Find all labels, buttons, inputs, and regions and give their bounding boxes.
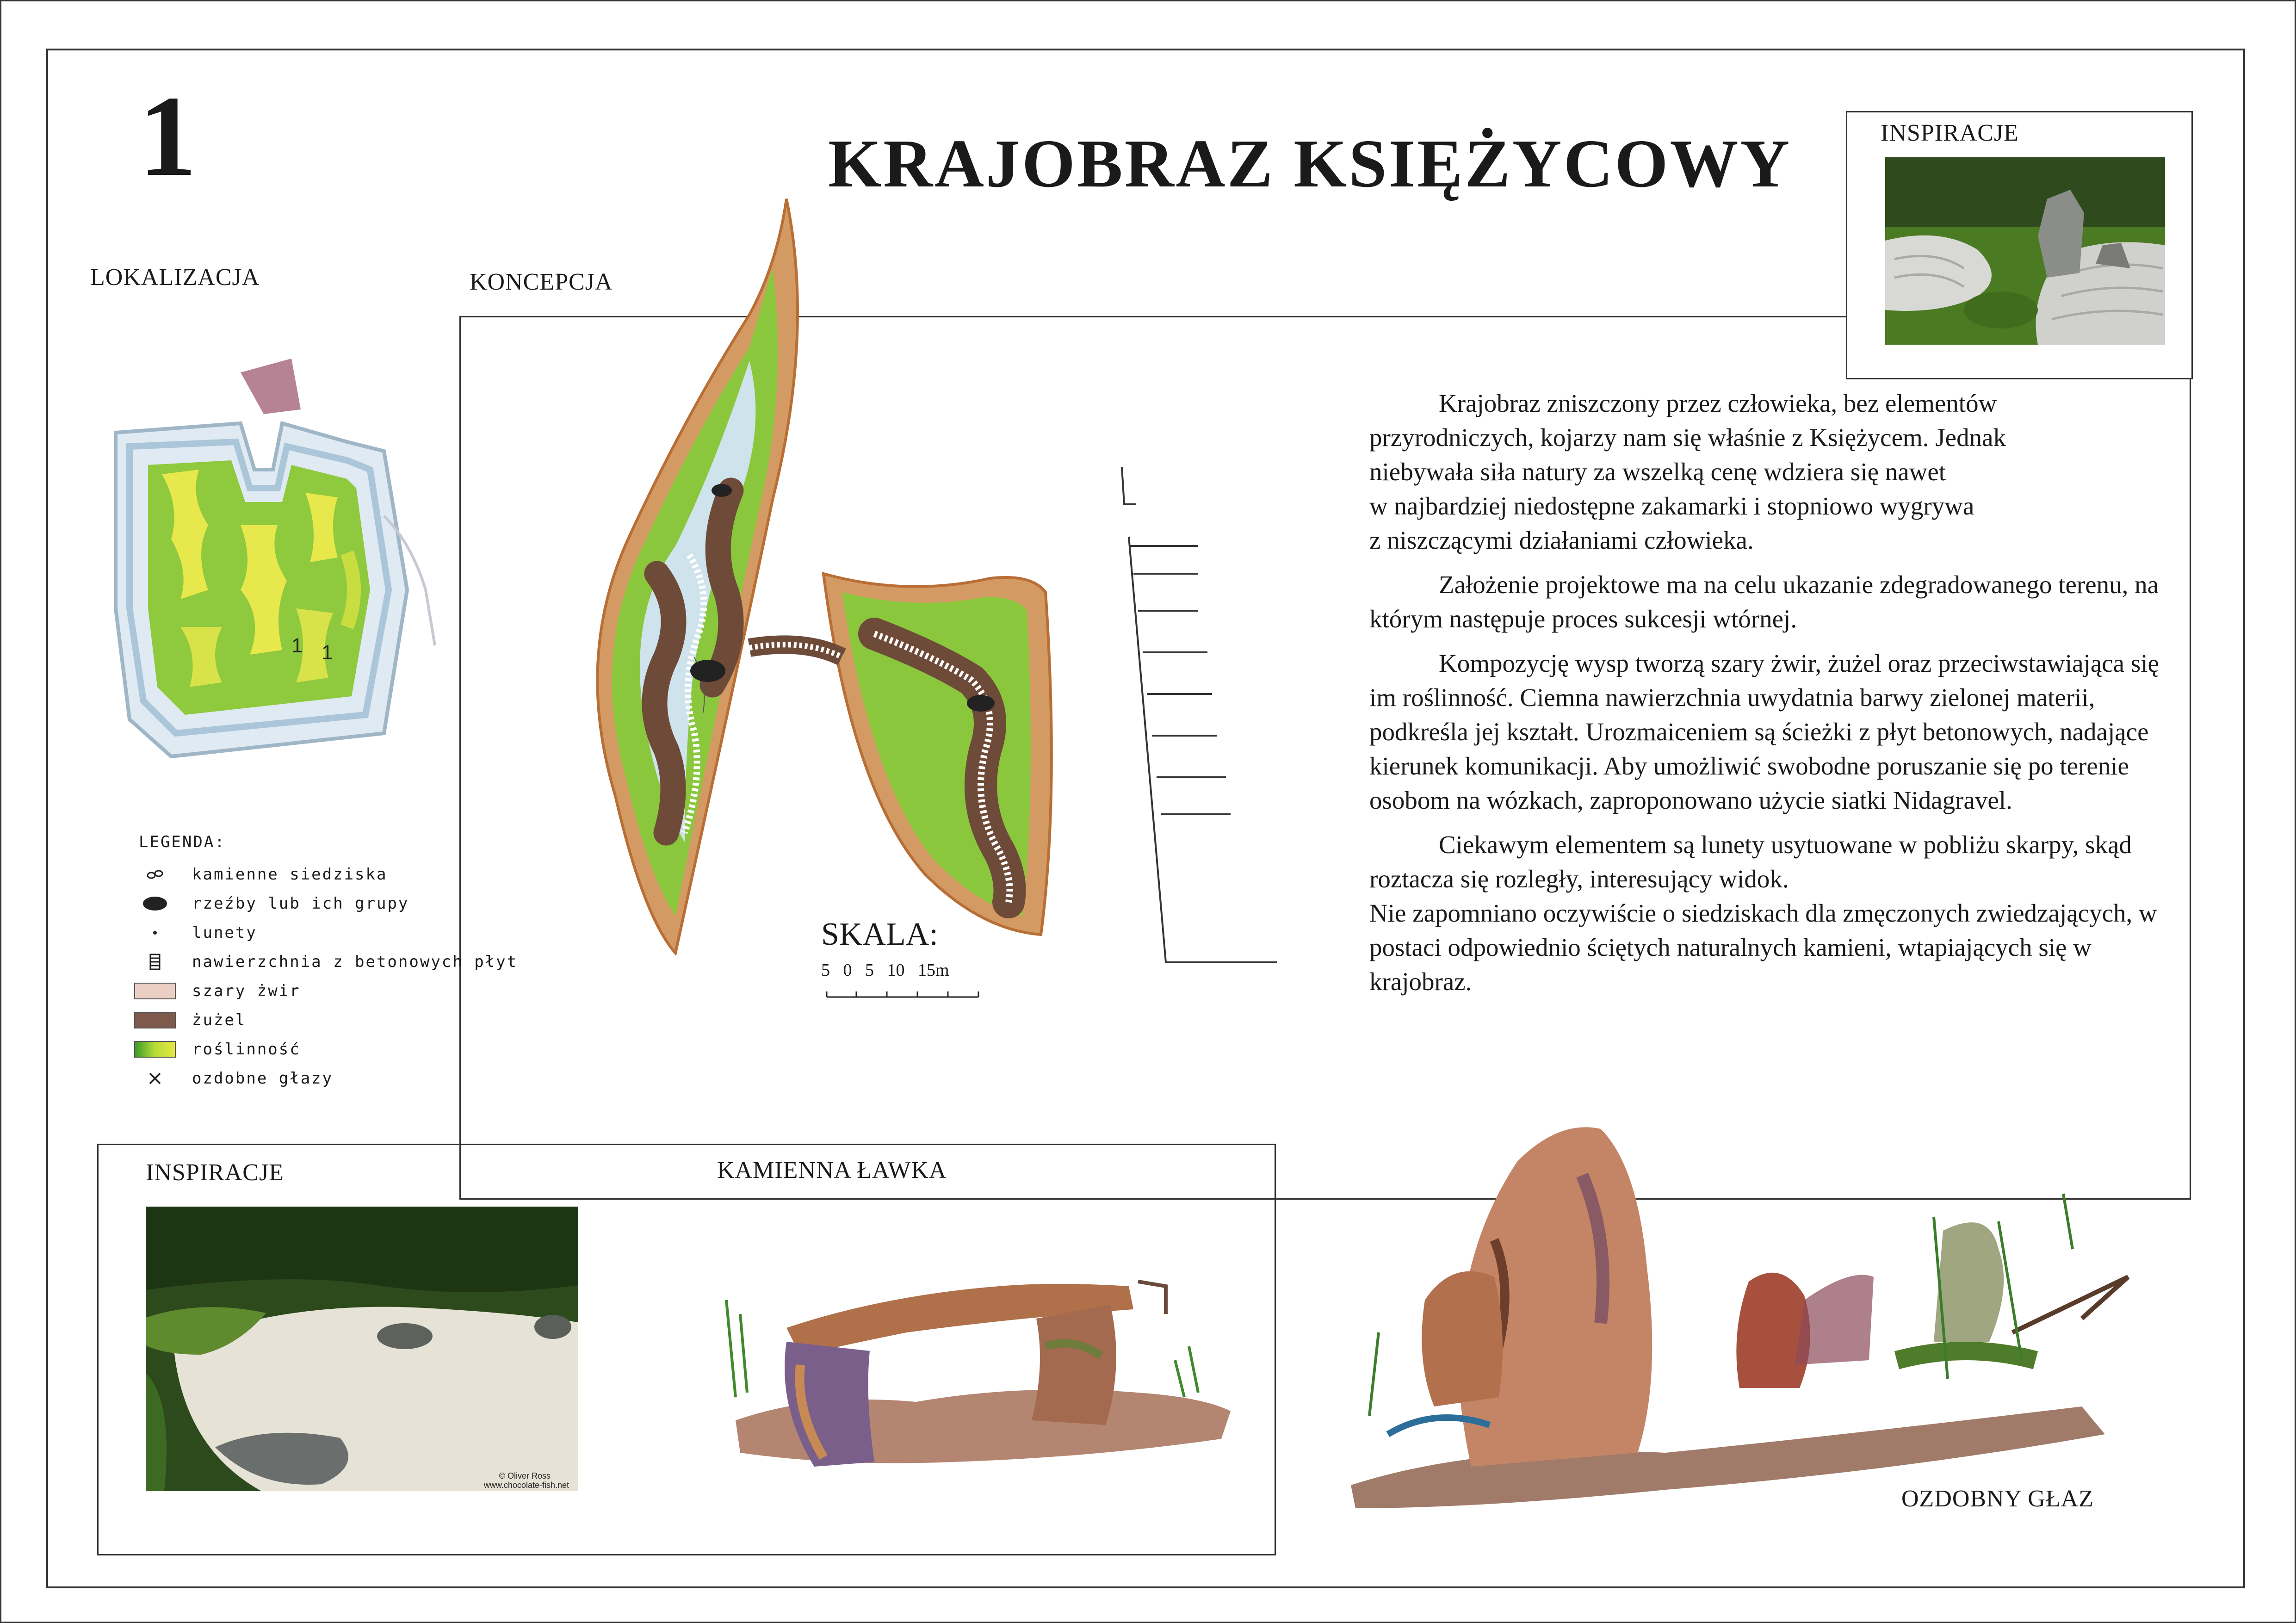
- slag-swatch: [134, 1010, 176, 1030]
- legend-label: roślinność: [192, 1040, 301, 1059]
- scale-bar: [826, 988, 983, 1002]
- legend-item: [134, 1035, 301, 1063]
- legend-item: [134, 1065, 333, 1092]
- inspiration-bottom-label: INSPIRACJE: [146, 1159, 284, 1186]
- description-paragraph-3: Kompozycję wysp tworzą szary żwir, żużel oraz przeciwstawiająca się im roślinność. Ciemna nawierzchnia uwydatnia barwy zielonej materii, podkreśla jej kształt. Urozmaiceniem są ścieżki z płyt betonowych, nadające kierunek komunikacji. Aby umożliwić swobodne poruszanie się po terenie osobom na wózkach, zaproponowano użycie siatki Nidagravel.: [1369, 649, 2159, 814]
- ornamental-boulder-label: OZDOBNY GŁAZ: [1901, 1486, 2094, 1512]
- legend-item: [134, 977, 301, 1005]
- inspiration-top-label: INSPIRACJE: [1881, 120, 2019, 146]
- telescope-dot-icon: [134, 923, 176, 943]
- lokalizacja-label: LOKALIZACJA: [90, 264, 260, 291]
- description-paragraph-1: [1369, 386, 2184, 558]
- koncepcja-label: KONCEPCJA: [470, 269, 613, 295]
- site-marker-b: 1: [322, 641, 333, 664]
- legend-label: kamienne siedziska: [192, 865, 388, 884]
- scale-title: SKALA:: [821, 917, 938, 952]
- inspiration-top-photo: [1885, 157, 2165, 345]
- project-description: [1369, 386, 2184, 1009]
- description-line: z niszczącymi działaniami człowieka.: [1369, 526, 1754, 554]
- description-line: przyrodniczych, kojarzy nam się właśnie z Księżycem. Jednak: [1369, 423, 2006, 452]
- concrete-slab-icon: [134, 952, 176, 972]
- legend-label: szary żwir: [192, 982, 301, 1000]
- legend-title: LEGENDA:: [139, 833, 226, 851]
- legend: [134, 833, 551, 1120]
- zen-garden-photo: [146, 1207, 578, 1491]
- legend-item: [134, 1006, 246, 1034]
- legend-label: nawierzchnia z betonowych płyt: [192, 953, 518, 971]
- description-line: niebywała siła natury za wszelką cenę wdziera się nawet: [1369, 458, 1946, 486]
- legend-label: ozdobne głazy: [192, 1069, 334, 1088]
- legend-label: lunety: [192, 923, 257, 942]
- description-line: w najbardziej niedostępne zakamarki i stopniowo wygrywa: [1369, 492, 1974, 520]
- ornamental-boulder-sketch: [1342, 1101, 2165, 1531]
- board-title: KRAJOBRAZ KSIĘŻYCOWY: [828, 126, 1792, 202]
- description-paragraph-4: Ciekawym elementem są lunety usytuowane w pobliżu skarpy, skąd roztacza się rozległy, interesujący widok.: [1369, 830, 2132, 893]
- vegetation-swatch: [134, 1039, 176, 1059]
- stone-bench-sketch: [722, 1245, 1249, 1508]
- site-location-plan: [88, 331, 444, 787]
- photo-credit-line-1: © Oliver Ross: [499, 1471, 551, 1481]
- board-number: 1: [139, 72, 197, 200]
- legend-item: [134, 948, 518, 976]
- legend-item: [134, 861, 387, 888]
- photo-credit-line-2: www.chocolate-fish.net: [483, 1481, 569, 1490]
- boulder-cross-icon: [134, 1068, 176, 1089]
- description-paragraph-5: Nie zapomniano oczywiście o siedziskach dla zmęczonych zwiedzających, w postaci odpowiednio ściętych naturalnych kamieni, wtapiających się w krajobraz.: [1369, 899, 2157, 996]
- legend-label: żużel: [192, 1011, 247, 1029]
- legend-item: [134, 890, 409, 917]
- description-paragraph-2: Założenie projektowe ma na celu ukazanie zdegradowanego terenu, na którym następuje proces sukcesji wtórnej.: [1369, 570, 2159, 633]
- site-marker-a: 1: [291, 634, 303, 657]
- stone-bench-label: KAMIENNA ŁAWKA: [717, 1157, 947, 1183]
- scale-ticks: 5 0 5 10 15m: [821, 960, 949, 980]
- gravel-swatch: [134, 981, 176, 1001]
- description-line: Krajobraz zniszczony przez człowieka, bez elementów: [1439, 389, 1997, 417]
- legend-label: rzeźby lub ich grupy: [192, 894, 409, 913]
- sculpture-icon: [134, 893, 176, 914]
- legend-item: [134, 919, 257, 947]
- seat-stones-icon: [134, 864, 176, 885]
